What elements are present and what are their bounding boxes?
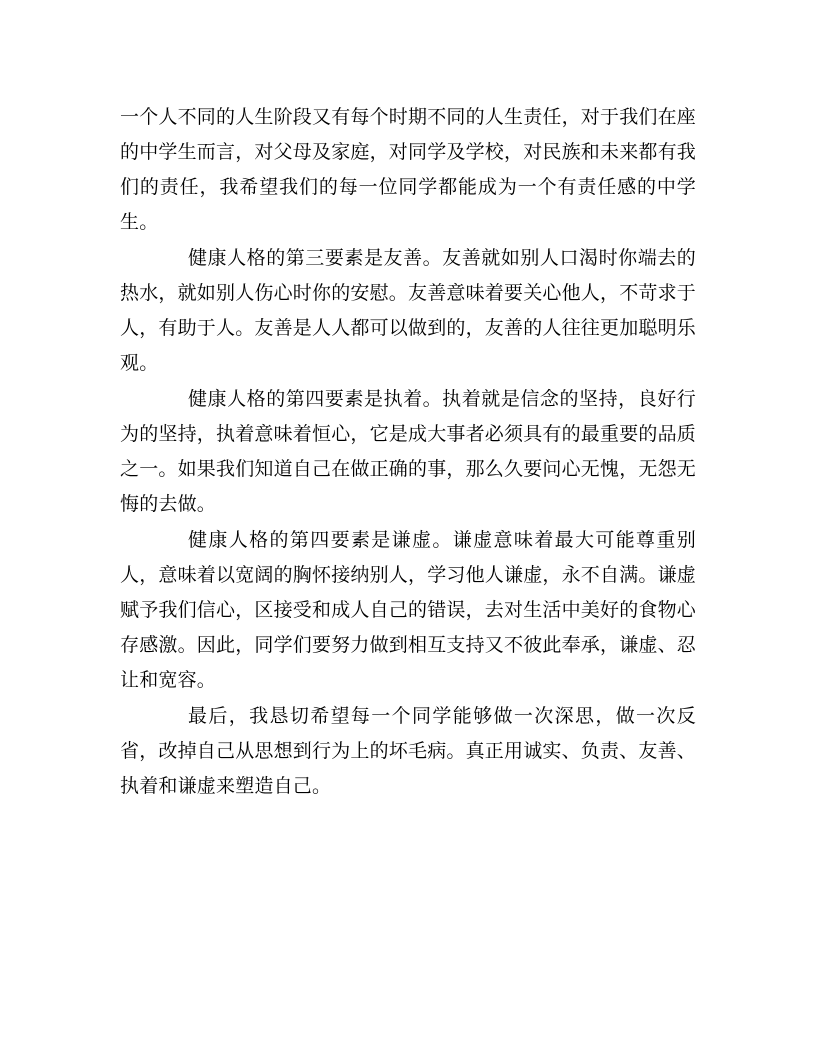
paragraph-responsibility: 一个人不同的人生阶段又有每个时期不同的人生责任，对于我们在座的中学生而言，对父母及家庭，对同学及学校，对民族和未来都有我们的责任，我希望我们的每一位同学都能成为一个有责任感的中学生。	[120, 106, 697, 233]
paragraph-modesty: 健康人格的第四要素是谦虚。谦虚意味着最大可能尊重别人，意味着以宽阔的胸怀接纳别人，学习他人谦虚，永不自满。谦虚赋予我们信心，区接受和成人自己的错误，去对生活中美好的食物心存感激。因此，同学们要努力做到相互支持又不彼此奉承，谦虚、忍让和宽容。	[120, 529, 697, 691]
document-body	[120, 100, 696, 805]
paragraph-perseverance: 健康人格的第四要素是执着。执着就是信念的坚持，良好行为的坚持，执着意味着恒心，它是成大事者必须具有的最重要的品质之一。如果我们知道自己在做正确的事，那么久要问心无愧，无怨无悔的去做。	[120, 388, 697, 515]
paragraph-friendliness: 健康人格的第三要素是友善。友善就如别人口渴时你端去的热水，就如别人伤心时你的安慰。友善意味着要关心他人，不苛求于人，有助于人。友善是人人都可以做到的，友善的人往往更加聪明乐观。	[120, 247, 697, 374]
paragraph-conclusion: 最后，我恳切希望每一个同学能够做一次深思，做一次反省，改掉自己从思想到行为上的坏毛病。真正用诚实、负责、友善、执着和谦虚来塑造自己。	[120, 705, 697, 797]
